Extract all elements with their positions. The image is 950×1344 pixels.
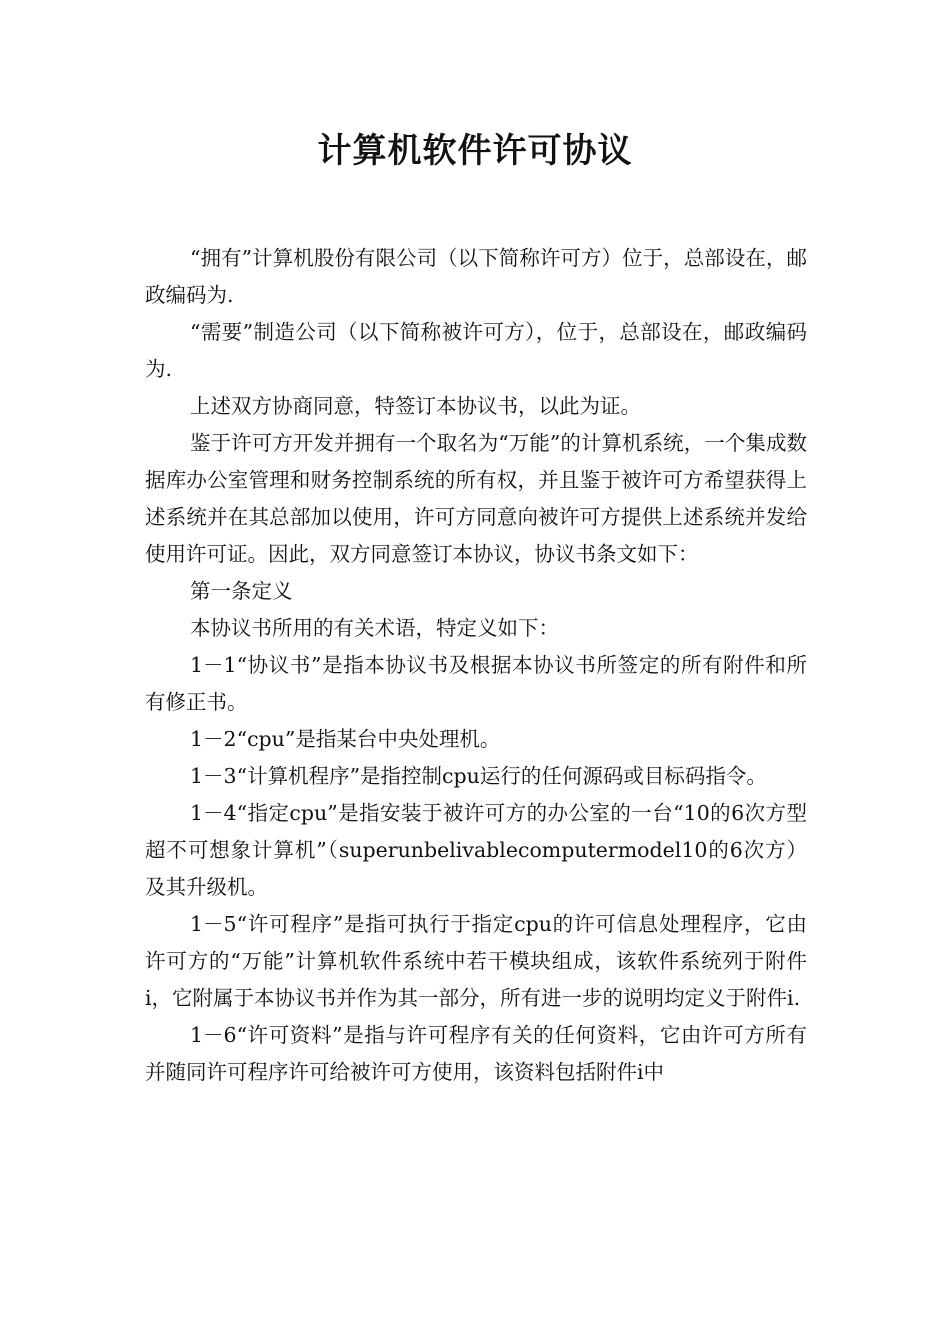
paragraph-parties-licensee: “需要”制造公司（以下简称被许可方），位于，总部设在，邮政编码为. [145, 320, 807, 381]
paragraph-agreement-statement: 上述双方协商同意，特签订本协议书，以此为证。 [190, 394, 641, 418]
paragraph-definitions-intro: 本协议书所用的有关术语，特定义如下： [190, 616, 559, 640]
document-title: 计算机软件许可协议 [317, 131, 633, 171]
definition-1-4: 1－4“指定cpu”是指安装于被许可方的办公室的一台“10的6次方型超不可想象计算机”（superunbelivablecomputermodel10的6次方）及其升级机。 [145, 801, 807, 899]
paragraph-parties-licensor: “拥有”计算机股份有限公司（以下简称许可方）位于，总部设在，邮政编码为. [145, 246, 807, 307]
definition-1-2: 1－2“cpu”是指某台中央处理机。 [190, 727, 501, 751]
definition-1-1: 1－1“协议书”是指本协议书及根据本协议书所签定的所有附件和所有修正书。 [145, 653, 807, 714]
article-heading-definitions: 第一条定义 [190, 579, 293, 603]
definition-1-3: 1－3“计算机程序”是指控制cpu运行的任何源码或目标码指令。 [190, 764, 767, 788]
definition-1-6: 1－6“许可资料”是指与许可程序有关的任何资料，它由许可方所有并随同许可程序许可给被许可方使用，该资料包括附件i中 [145, 1023, 807, 1084]
paragraph-recitals: 鉴于许可方开发并拥有一个取名为“万能”的计算机系统，一个集成数据库办公室管理和财务控制系统的所有权，并且鉴于被许可方希望获得上述系统并在其总部加以使用，许可方同意向被许可方提供上述系统并发给使用许可证。因此，双方同意签订本协议，协议书条文如下： [145, 431, 807, 566]
definition-1-5: 1－5“许可程序”是指可执行于指定cpu的许可信息处理程序，它由许可方的“万能”计算机软件系统中若干模块组成，该软件系统列于附件i，它附属于本协议书并作为其一部分，所有进一步的说明均定义于附件i. [145, 912, 807, 1010]
document-body [145, 240, 807, 1091]
